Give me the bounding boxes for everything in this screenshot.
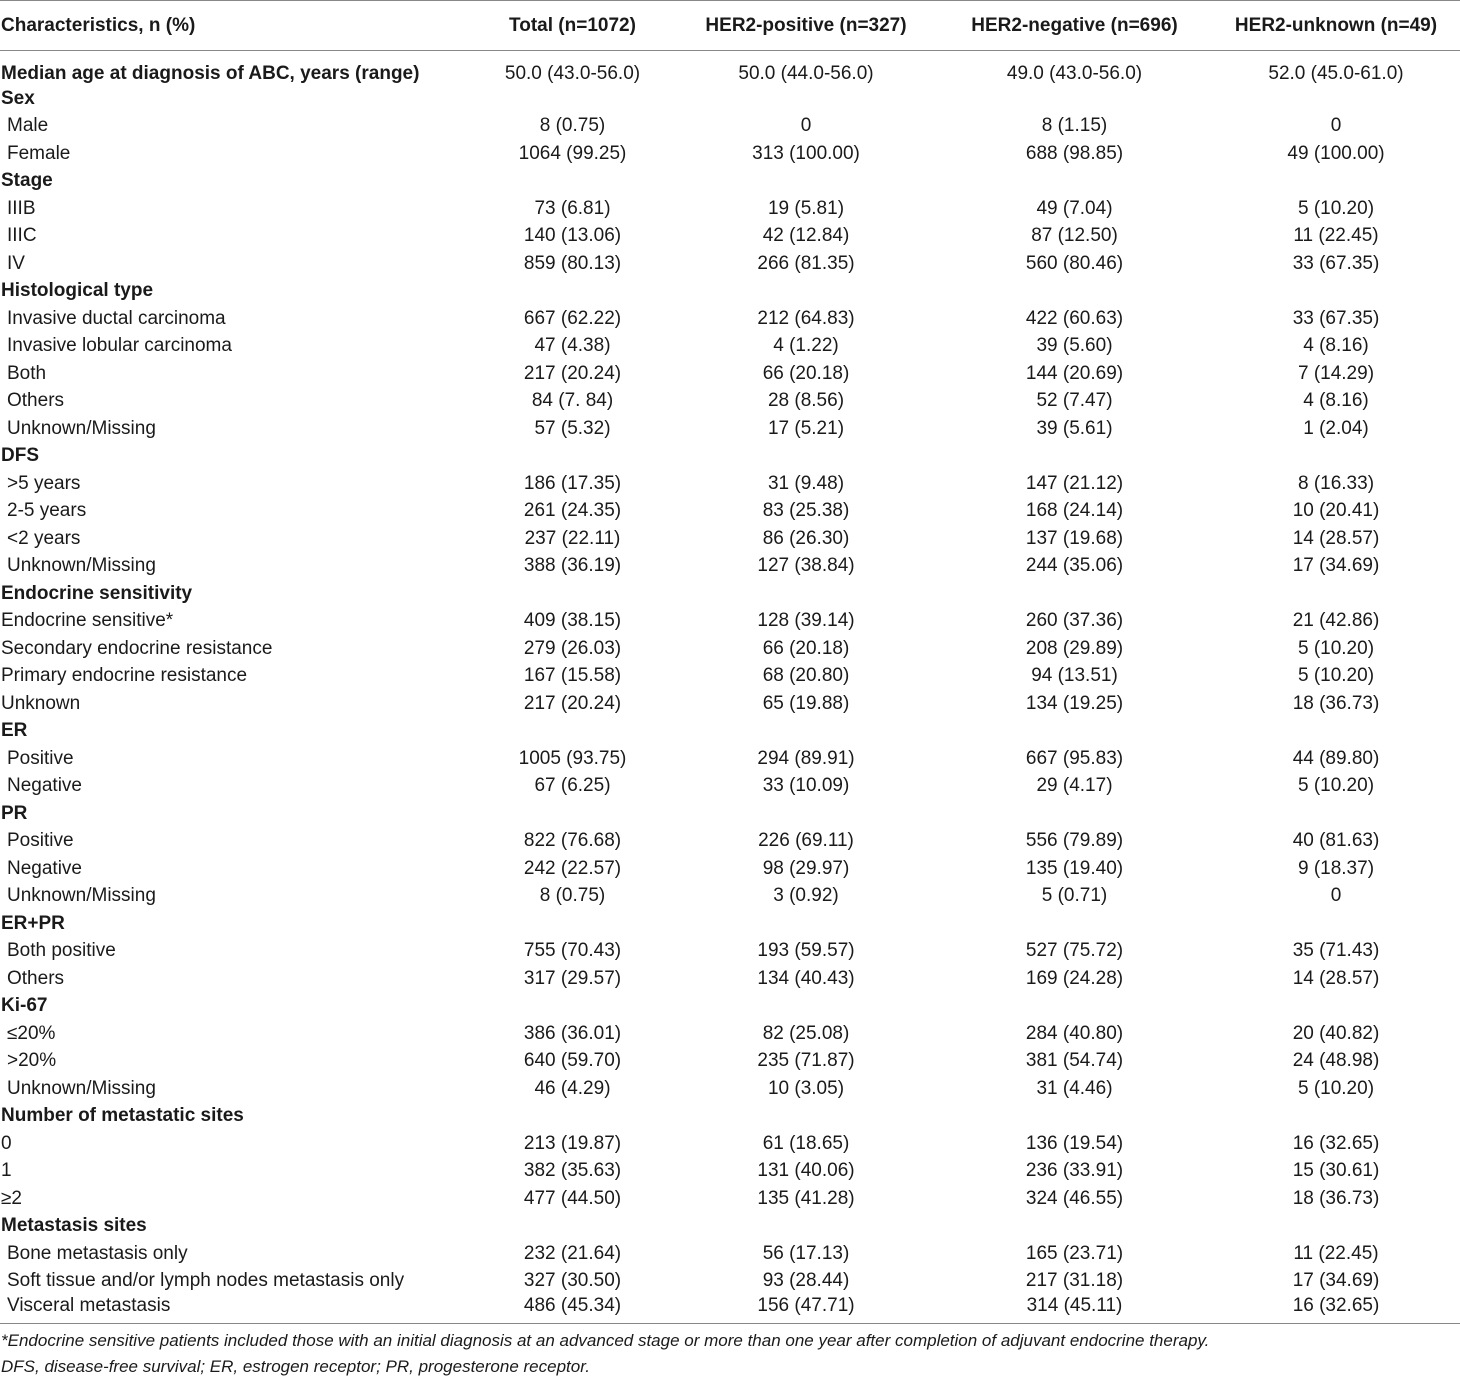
header-her2-unknown: HER2-unknown (n=49) bbox=[1212, 1, 1460, 51]
cell-value bbox=[1212, 800, 1460, 828]
cell-value: 94 (13.51) bbox=[1031, 665, 1118, 687]
cell-value bbox=[675, 1213, 937, 1241]
cell-value: 667 (95.83) bbox=[1025, 747, 1124, 769]
cell-value: 135 (19.40) bbox=[1025, 857, 1124, 879]
row-label: 1 bbox=[1, 1160, 12, 1182]
cell-value: 134 (40.43) bbox=[757, 967, 855, 989]
cell-value bbox=[675, 718, 937, 746]
cell-value: 65 (19.88) bbox=[762, 692, 850, 714]
table-row bbox=[0, 1158, 1460, 1186]
row-label: Others bbox=[7, 390, 65, 412]
cell-value: 168 (24.14) bbox=[1025, 500, 1124, 522]
row-label: Both bbox=[7, 362, 47, 384]
cell-value bbox=[937, 993, 1212, 1021]
cell-value: 19 (5.81) bbox=[767, 197, 845, 219]
row-label: Both positive bbox=[7, 940, 116, 962]
row-label: Female bbox=[7, 142, 71, 164]
cell-value: 5 (10.20) bbox=[1297, 637, 1375, 659]
table-row bbox=[0, 1020, 1460, 1048]
footnote-abbreviations: DFS, disease-free survival; ER, estrogen receptor; PR, progesterone receptor. bbox=[1, 1357, 590, 1376]
cell-value: 1 (2.04) bbox=[1303, 417, 1369, 439]
cell-value bbox=[937, 278, 1212, 306]
table-row bbox=[0, 608, 1460, 636]
cell-value bbox=[1212, 993, 1460, 1021]
cell-value: 556 (79.89) bbox=[1025, 830, 1124, 852]
cell-value: 213 (19.87) bbox=[523, 1132, 622, 1154]
cell-value: 16 (32.65) bbox=[1292, 1132, 1380, 1154]
cell-value: 477 (44.50) bbox=[523, 1187, 622, 1209]
cell-value: 17 (34.69) bbox=[1292, 555, 1380, 577]
cell-value bbox=[470, 278, 675, 306]
cell-value bbox=[675, 278, 937, 306]
section-label: Endocrine sensitivity bbox=[1, 582, 193, 604]
table-row bbox=[0, 553, 1460, 581]
row-label: 0 bbox=[1, 1132, 12, 1154]
table-row bbox=[0, 1295, 1460, 1324]
row-label: Negative bbox=[7, 857, 82, 879]
cell-value: 266 (81.35) bbox=[757, 252, 855, 274]
row-label: Negative bbox=[7, 775, 82, 797]
cell-value: 28 (8.56) bbox=[767, 390, 845, 412]
cell-value: 212 (64.83) bbox=[757, 307, 855, 329]
cell-value: 167 (15.58) bbox=[523, 665, 622, 687]
table-row bbox=[0, 525, 1460, 553]
cell-value: 232 (21.64) bbox=[523, 1242, 622, 1264]
cell-value: 39 (5.61) bbox=[1036, 417, 1113, 439]
cell-value: 50.0 (43.0-56.0) bbox=[504, 63, 641, 84]
cell-value: 279 (26.03) bbox=[523, 637, 622, 659]
cell-value: 236 (33.91) bbox=[1025, 1160, 1124, 1182]
cell-value: 1064 (99.25) bbox=[518, 142, 627, 164]
cell-value: 98 (29.97) bbox=[762, 857, 850, 879]
cell-value: 10 (3.05) bbox=[767, 1077, 845, 1099]
cell-value: 193 (59.57) bbox=[757, 940, 855, 962]
cell-value: 14 (28.57) bbox=[1292, 967, 1380, 989]
table-row bbox=[0, 773, 1460, 801]
cell-value: 859 (80.13) bbox=[523, 252, 622, 274]
table-row bbox=[0, 223, 1460, 251]
cell-value: 0 bbox=[1330, 115, 1342, 137]
cell-value bbox=[937, 580, 1212, 608]
cell-value: 0 bbox=[800, 115, 812, 137]
row-label: Invasive ductal carcinoma bbox=[7, 307, 226, 329]
footnote-endocrine: *Endocrine sensitive patients included those with an initial diagnosis at an advanced stage or more than one year after completion of adjuvant endocrine therapy. bbox=[1, 1331, 1210, 1350]
cell-value: 244 (35.06) bbox=[1025, 555, 1124, 577]
cell-value: 8 (0.75) bbox=[539, 115, 606, 137]
cell-value: 86 (26.30) bbox=[762, 527, 850, 549]
cell-value: 186 (17.35) bbox=[523, 472, 622, 494]
cell-value: 156 (47.71) bbox=[675, 1295, 937, 1324]
cell-value: 324 (46.55) bbox=[1025, 1187, 1124, 1209]
section-row bbox=[0, 800, 1460, 828]
cell-value: 131 (40.06) bbox=[757, 1160, 855, 1182]
table-row bbox=[0, 1185, 1460, 1213]
table-row bbox=[0, 828, 1460, 856]
cell-value: 17 (34.69) bbox=[1292, 1270, 1380, 1292]
row-label: IIIC bbox=[7, 225, 37, 247]
cell-value: 135 (41.28) bbox=[757, 1187, 855, 1209]
row-label: IV bbox=[7, 252, 25, 274]
cell-value: 61 (18.65) bbox=[762, 1132, 850, 1154]
cell-value: 21 (42.86) bbox=[1292, 610, 1380, 632]
cell-value: 73 (6.81) bbox=[534, 197, 611, 219]
section-label: ER bbox=[1, 720, 28, 742]
cell-value: 3 (0.92) bbox=[773, 885, 839, 907]
cell-value: 4 (8.16) bbox=[1303, 390, 1369, 412]
cell-value bbox=[470, 1103, 675, 1131]
cell-value: 235 (71.87) bbox=[757, 1050, 855, 1072]
header-row bbox=[0, 1, 1460, 51]
table-row bbox=[0, 388, 1460, 416]
cell-value: 35 (71.43) bbox=[1292, 940, 1380, 962]
cell-value bbox=[675, 910, 937, 938]
cell-value: 50.0 (44.0-56.0) bbox=[738, 63, 874, 84]
cell-value bbox=[1212, 443, 1460, 471]
table-row bbox=[0, 883, 1460, 911]
cell-value: 42 (12.84) bbox=[762, 225, 850, 247]
cell-value: 527 (75.72) bbox=[1025, 940, 1124, 962]
section-label: DFS bbox=[1, 445, 39, 467]
cell-value bbox=[937, 910, 1212, 938]
table-row bbox=[0, 690, 1460, 718]
row-label: Unknown bbox=[1, 692, 81, 714]
header-her2-negative: HER2-negative (n=696) bbox=[937, 1, 1212, 51]
cell-value bbox=[675, 85, 937, 113]
cell-value bbox=[1212, 910, 1460, 938]
cell-value bbox=[470, 443, 675, 471]
cell-value: 226 (69.11) bbox=[758, 830, 854, 852]
row-label: >5 years bbox=[7, 472, 81, 494]
table-row bbox=[0, 51, 1460, 86]
table-row bbox=[0, 745, 1460, 773]
cell-value: 5 (10.20) bbox=[1297, 1077, 1375, 1099]
cell-value: 52.0 (45.0-61.0) bbox=[1268, 63, 1404, 84]
cell-value: 39 (5.60) bbox=[1036, 335, 1113, 357]
cell-value: 314 (45.11) bbox=[937, 1295, 1212, 1324]
section-label: Ki-67 bbox=[1, 995, 48, 1017]
cell-value: 5 (0.71) bbox=[1041, 885, 1108, 907]
cell-value bbox=[1212, 1103, 1460, 1131]
cell-value bbox=[470, 580, 675, 608]
section-row bbox=[0, 1103, 1460, 1131]
header-her2-positive: HER2-positive (n=327) bbox=[675, 1, 937, 51]
section-row bbox=[0, 580, 1460, 608]
cell-value: 140 (13.06) bbox=[523, 225, 622, 247]
cell-value: 409 (38.15) bbox=[523, 610, 622, 632]
cell-value: 317 (29.57) bbox=[523, 967, 622, 989]
cell-value: 382 (35.63) bbox=[523, 1160, 622, 1182]
cell-value: 82 (25.08) bbox=[762, 1022, 850, 1044]
cell-value: 9 (18.37) bbox=[1297, 857, 1375, 879]
row-label: >20% bbox=[7, 1050, 57, 1072]
cell-value: 4 (8.16) bbox=[1303, 335, 1369, 357]
cell-value: 327 (30.50) bbox=[523, 1270, 622, 1292]
cell-value: 52 (7.47) bbox=[1036, 390, 1113, 412]
row-label: IIIB bbox=[7, 197, 36, 219]
row-label: ≤20% bbox=[7, 1022, 56, 1044]
cell-value: 144 (20.69) bbox=[1025, 362, 1124, 384]
cell-value bbox=[937, 168, 1212, 196]
cell-value: 18 (36.73) bbox=[1292, 692, 1380, 714]
row-label: Median age at diagnosis of ABC, years (range) bbox=[1, 63, 420, 84]
cell-value: 7 (14.29) bbox=[1297, 362, 1375, 384]
cell-value: 134 (19.25) bbox=[1025, 692, 1124, 714]
cell-value bbox=[470, 800, 675, 828]
cell-value: 17 (5.21) bbox=[767, 417, 845, 439]
cell-value: 49 (100.00) bbox=[1287, 142, 1385, 164]
cell-value: 31 (9.48) bbox=[767, 472, 845, 494]
cell-value bbox=[937, 1103, 1212, 1131]
cell-value bbox=[937, 85, 1212, 113]
cell-value: 688 (98.85) bbox=[1025, 142, 1124, 164]
table-row bbox=[0, 415, 1460, 443]
row-label: 2-5 years bbox=[7, 500, 87, 522]
cell-value bbox=[470, 85, 675, 113]
cell-value: 128 (39.14) bbox=[757, 610, 855, 632]
cell-value bbox=[470, 718, 675, 746]
section-label: PR bbox=[1, 802, 28, 824]
cell-value: 24 (48.98) bbox=[1292, 1050, 1380, 1072]
cell-value: 640 (59.70) bbox=[523, 1050, 622, 1072]
cell-value: 137 (19.68) bbox=[1025, 527, 1124, 549]
cell-value: 68 (20.80) bbox=[762, 665, 850, 687]
table-row bbox=[0, 1268, 1460, 1296]
cell-value: 0 bbox=[1330, 885, 1342, 907]
cell-value bbox=[470, 993, 675, 1021]
row-label: Visceral metastasis bbox=[0, 1295, 470, 1324]
cell-value: 486 (45.34) bbox=[470, 1295, 675, 1324]
cell-value bbox=[1212, 85, 1460, 113]
cell-value: 40 (81.63) bbox=[1292, 830, 1380, 852]
header-characteristics: Characteristics, n (%) bbox=[0, 1, 470, 51]
cell-value: 667 (62.22) bbox=[523, 307, 622, 329]
cell-value: 18 (36.73) bbox=[1292, 1187, 1380, 1209]
table-row bbox=[0, 1240, 1460, 1268]
cell-value: 313 (100.00) bbox=[752, 142, 860, 164]
table-row bbox=[0, 1048, 1460, 1076]
cell-value: 422 (60.63) bbox=[1025, 307, 1124, 329]
cell-value: 8 (1.15) bbox=[1041, 115, 1108, 137]
table-row bbox=[0, 360, 1460, 388]
table-row bbox=[0, 113, 1460, 141]
row-label: Others bbox=[7, 967, 65, 989]
section-row bbox=[0, 993, 1460, 1021]
section-label: Metastasis sites bbox=[1, 1215, 147, 1237]
cell-value bbox=[470, 168, 675, 196]
cell-value: 165 (23.71) bbox=[1025, 1242, 1124, 1264]
row-label: Unknown/Missing bbox=[7, 555, 156, 577]
section-row bbox=[0, 1213, 1460, 1241]
row-label: Soft tissue and/or lymph nodes metastasis only bbox=[7, 1270, 405, 1292]
section-row bbox=[0, 168, 1460, 196]
table-row bbox=[0, 938, 1460, 966]
cell-value: 1005 (93.75) bbox=[518, 747, 627, 769]
section-row bbox=[0, 910, 1460, 938]
cell-value: 208 (29.89) bbox=[1025, 637, 1124, 659]
cell-value: 5 (10.20) bbox=[1297, 775, 1375, 797]
table-row bbox=[0, 965, 1460, 993]
table-body bbox=[0, 51, 1460, 1324]
cell-value: 5 (10.20) bbox=[1297, 197, 1375, 219]
row-label: ≥2 bbox=[1, 1187, 22, 1209]
section-row bbox=[0, 718, 1460, 746]
cell-value bbox=[1212, 718, 1460, 746]
cell-value: 66 (20.18) bbox=[762, 362, 850, 384]
cell-value: 83 (25.38) bbox=[762, 500, 850, 522]
cell-value: 46 (4.29) bbox=[534, 1077, 611, 1099]
cell-value: 44 (89.80) bbox=[1292, 747, 1380, 769]
cell-value: 15 (30.61) bbox=[1292, 1160, 1380, 1182]
table-row bbox=[0, 195, 1460, 223]
section-label: Sex bbox=[1, 87, 35, 109]
cell-value bbox=[1212, 580, 1460, 608]
row-label: Positive bbox=[7, 747, 74, 769]
cell-value: 57 (5.32) bbox=[534, 417, 611, 439]
cell-value bbox=[937, 718, 1212, 746]
table-row bbox=[0, 470, 1460, 498]
section-row bbox=[0, 443, 1460, 471]
cell-value bbox=[675, 993, 937, 1021]
row-label: Secondary endocrine resistance bbox=[1, 637, 273, 659]
table-row bbox=[0, 1075, 1460, 1103]
table-footnotes bbox=[0, 1324, 1460, 1380]
cell-value: 169 (24.28) bbox=[1025, 967, 1124, 989]
cell-value bbox=[937, 1213, 1212, 1241]
cell-value: 242 (22.57) bbox=[523, 857, 622, 879]
cell-value: 49.0 (43.0-56.0) bbox=[1006, 63, 1143, 84]
cell-value: 217 (31.18) bbox=[1025, 1270, 1124, 1292]
cell-value: 4 (1.22) bbox=[773, 335, 839, 357]
row-label: Invasive lobular carcinoma bbox=[7, 335, 232, 357]
cell-value: 10 (20.41) bbox=[1292, 500, 1380, 522]
section-label: Number of metastatic sites bbox=[1, 1105, 244, 1127]
cell-value: 33 (67.35) bbox=[1292, 307, 1380, 329]
row-label: Unknown/Missing bbox=[7, 885, 156, 907]
cell-value: 237 (22.11) bbox=[524, 527, 621, 549]
cell-value: 33 (67.35) bbox=[1292, 252, 1380, 274]
table-row bbox=[0, 855, 1460, 883]
row-label: Endocrine sensitive* bbox=[1, 610, 174, 632]
table-row bbox=[0, 305, 1460, 333]
cell-value bbox=[470, 1213, 675, 1241]
cell-value: 5 (10.20) bbox=[1297, 665, 1375, 687]
cell-value: 16 (32.65) bbox=[1212, 1295, 1460, 1324]
cell-value: 66 (20.18) bbox=[762, 637, 850, 659]
cell-value bbox=[937, 800, 1212, 828]
table-row bbox=[0, 663, 1460, 691]
cell-value: 127 (38.84) bbox=[757, 555, 855, 577]
cell-value: 386 (36.01) bbox=[523, 1022, 622, 1044]
header-total: Total (n=1072) bbox=[470, 1, 675, 51]
cell-value: 381 (54.74) bbox=[1025, 1050, 1124, 1072]
section-label: Stage bbox=[1, 170, 53, 192]
row-label: Unknown/Missing bbox=[7, 417, 156, 439]
cell-value: 755 (70.43) bbox=[523, 940, 622, 962]
cell-value: 93 (28.44) bbox=[762, 1270, 850, 1292]
cell-value: 56 (17.13) bbox=[762, 1242, 850, 1264]
cell-value: 260 (37.36) bbox=[1025, 610, 1124, 632]
cell-value: 217 (20.24) bbox=[523, 692, 622, 714]
cell-value: 84 (7. 84) bbox=[531, 390, 614, 412]
cell-value: 261 (24.35) bbox=[523, 500, 622, 522]
cell-value bbox=[470, 910, 675, 938]
cell-value: 49 (7.04) bbox=[1036, 197, 1113, 219]
cell-value bbox=[675, 1103, 937, 1131]
cell-value bbox=[675, 800, 937, 828]
row-label: Male bbox=[7, 115, 49, 137]
section-row bbox=[0, 85, 1460, 113]
table-row bbox=[0, 333, 1460, 361]
cell-value: 11 (22.45) bbox=[1293, 1242, 1379, 1264]
cell-value bbox=[937, 443, 1212, 471]
row-label: Primary endocrine resistance bbox=[1, 665, 248, 687]
row-label: Positive bbox=[7, 830, 74, 852]
table-row bbox=[0, 635, 1460, 663]
table-row bbox=[0, 140, 1460, 168]
section-label: ER+PR bbox=[1, 912, 65, 934]
section-row bbox=[0, 278, 1460, 306]
row-label: <2 years bbox=[7, 527, 81, 549]
cell-value: 217 (20.24) bbox=[523, 362, 622, 384]
cell-value: 67 (6.25) bbox=[534, 775, 611, 797]
row-label: Bone metastasis only bbox=[7, 1242, 188, 1264]
cell-value: 147 (21.12) bbox=[1025, 472, 1124, 494]
cell-value: 31 (4.46) bbox=[1036, 1077, 1113, 1099]
cell-value bbox=[1212, 168, 1460, 196]
cell-value bbox=[675, 443, 937, 471]
table-row bbox=[0, 498, 1460, 526]
cell-value: 136 (19.54) bbox=[1025, 1132, 1124, 1154]
cell-value: 14 (28.57) bbox=[1292, 527, 1380, 549]
cell-value: 11 (22.45) bbox=[1293, 225, 1379, 247]
section-label: Histological type bbox=[1, 280, 154, 302]
cell-value: 388 (36.19) bbox=[523, 555, 622, 577]
cell-value: 822 (76.68) bbox=[523, 830, 622, 852]
cell-value bbox=[675, 168, 937, 196]
cell-value: 560 (80.46) bbox=[1025, 252, 1124, 274]
cell-value: 8 (16.33) bbox=[1297, 472, 1375, 494]
cell-value: 284 (40.80) bbox=[1025, 1022, 1124, 1044]
cell-value: 20 (40.82) bbox=[1292, 1022, 1380, 1044]
cell-value: 294 (89.91) bbox=[757, 747, 855, 769]
table-row bbox=[0, 1130, 1460, 1158]
table-row bbox=[0, 250, 1460, 278]
row-label: Unknown/Missing bbox=[7, 1077, 156, 1099]
cell-value: 29 (4.17) bbox=[1036, 775, 1113, 797]
cell-value: 47 (4.38) bbox=[534, 335, 611, 357]
cell-value: 87 (12.50) bbox=[1031, 225, 1118, 247]
cell-value: 33 (10.09) bbox=[762, 775, 850, 797]
cell-value: 8 (0.75) bbox=[539, 885, 606, 907]
cell-value bbox=[1212, 278, 1460, 306]
cell-value bbox=[675, 580, 937, 608]
cell-value bbox=[1212, 1213, 1460, 1241]
